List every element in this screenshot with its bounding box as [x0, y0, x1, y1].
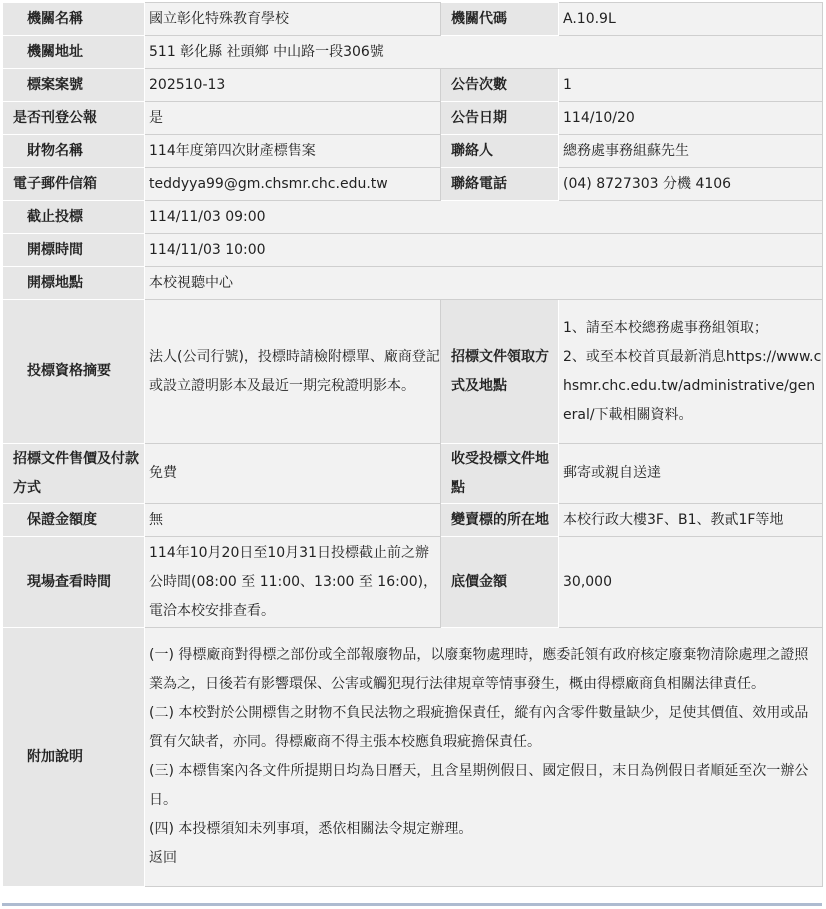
row-deposit — [3, 504, 823, 537]
note-item-1: (一) 得標廠商對得標之部份或全部報廢物品，以廢棄物處理時，應委託領有政府核定廢棄物清除處理之證照業為之，日後若有影響環保、公害或觸犯現行法律規章等情事發生，概由得標廠商負相關法律責任。 — [149, 647, 809, 692]
row-agency-address — [3, 36, 823, 69]
opening-time-label: 開標時間 — [3, 234, 145, 267]
notes-label: 附加說明 — [3, 628, 145, 887]
notice-count-label: 公告次數 — [441, 69, 559, 102]
submit-place-value: 郵寄或親自送達 — [559, 444, 823, 504]
notes-value — [145, 628, 823, 887]
sale-location-value: 本校行政大樓3F、B1、教貳1F等地 — [559, 504, 823, 537]
gazette-label: 是否刊登公報 — [3, 102, 145, 135]
email-label: 電子郵件信箱 — [3, 168, 145, 201]
submit-place-label: 收受投標文件地點 — [441, 444, 559, 504]
contact-label: 聯絡人 — [441, 135, 559, 168]
doc-price-value: 免費 — [145, 444, 441, 504]
deadline-value: 114/11/03 09:00 — [145, 201, 823, 234]
row-notes — [3, 628, 823, 887]
opening-place-value: 本校視聽中心 — [145, 267, 823, 300]
row-doc-price — [3, 444, 823, 504]
bottom-divider — [2, 903, 822, 906]
row-email — [3, 168, 823, 201]
case-no-value: 202510-13 — [145, 69, 441, 102]
base-price-label: 底價金額 — [441, 537, 559, 628]
qualification-value: 法人(公司行號)，投標時請檢附標單、廠商登記或設立證明影本及最近一期完稅證明影本。 — [145, 300, 441, 444]
row-case-no — [3, 69, 823, 102]
property-name-value: 114年度第四次財產標售案 — [145, 135, 441, 168]
email-value: teddyya99@gm.chsmr.chc.edu.tw — [145, 168, 441, 201]
agency-address-value: 511 彰化縣 社頭鄉 中山路一段306號 — [145, 36, 823, 69]
row-deadline — [3, 201, 823, 234]
doc-place-line-2: 2、或至本校首頁最新消息https://www.chsmr.chc.edu.tw/administrative/general/下載相關資料。 — [563, 348, 822, 423]
phone-value: (04) 8727303 分機 4106 — [559, 168, 823, 201]
row-opening-time — [3, 234, 823, 267]
notice-date-value: 114/10/20 — [559, 102, 823, 135]
inspection-value: 114年10月20日至10月31日投標截止前之辦公時間(08:00 至 11:00、13:00 至 16:00)，電洽本校安排查看。 — [145, 537, 441, 628]
row-opening-place — [3, 267, 823, 300]
agency-code-value: A.10.9L — [559, 3, 823, 36]
notice-date-label: 公告日期 — [441, 102, 559, 135]
doc-place-value — [559, 300, 823, 444]
note-item-2: (二) 本校對於公開標售之財物不負民法物之瑕疵擔保責任，縱有內含零件數量缺少，足使其價值、效用或品質有欠缺者，亦同。得標廠商不得主張本校應負瑕疵擔保責任。 — [149, 705, 809, 750]
doc-price-label: 招標文件售價及付款方式 — [3, 444, 145, 504]
deposit-value: 無 — [145, 504, 441, 537]
qualification-label: 投標資格摘要 — [3, 300, 145, 444]
doc-place-label: 招標文件領取方式及地點 — [441, 300, 559, 444]
property-name-label: 財物名稱 — [3, 135, 145, 168]
opening-place-label: 開標地點 — [3, 267, 145, 300]
base-price-value: 30,000 — [559, 537, 823, 628]
contact-value: 總務處事務組蘇先生 — [559, 135, 823, 168]
row-agency-name — [3, 3, 823, 36]
note-item-4: (四) 本投標須知未列事項，悉依相關法令規定辦理。 — [149, 821, 473, 837]
sale-location-label: 變賣標的所在地 — [441, 504, 559, 537]
back-link[interactable]: 返回 — [149, 850, 177, 866]
row-gazette — [3, 102, 823, 135]
notice-count-value: 1 — [559, 69, 823, 102]
tender-info-table — [2, 2, 823, 887]
row-property-name — [3, 135, 823, 168]
note-item-3: (三) 本標售案內各文件所提期日均為日曆天，且含星期例假日、國定假日，末日為例假日者順延至次一辦公日。 — [149, 763, 809, 808]
deadline-label: 截止投標 — [3, 201, 145, 234]
case-no-label: 標案案號 — [3, 69, 145, 102]
opening-time-value: 114/11/03 10:00 — [145, 234, 823, 267]
agency-address-label: 機關地址 — [3, 36, 145, 69]
agency-code-label: 機關代碼 — [441, 3, 559, 36]
agency-name-label: 機關名稱 — [3, 3, 145, 36]
phone-label: 聯絡電話 — [441, 168, 559, 201]
row-inspection — [3, 537, 823, 628]
inspection-label: 現場查看時間 — [3, 537, 145, 628]
doc-place-line-1: 1、請至本校總務處事務組領取； — [563, 319, 768, 336]
row-qualification — [3, 300, 823, 444]
deposit-label: 保證金額度 — [3, 504, 145, 537]
gazette-value: 是 — [145, 102, 441, 135]
agency-name-value: 國立彰化特殊教育學校 — [145, 3, 441, 36]
